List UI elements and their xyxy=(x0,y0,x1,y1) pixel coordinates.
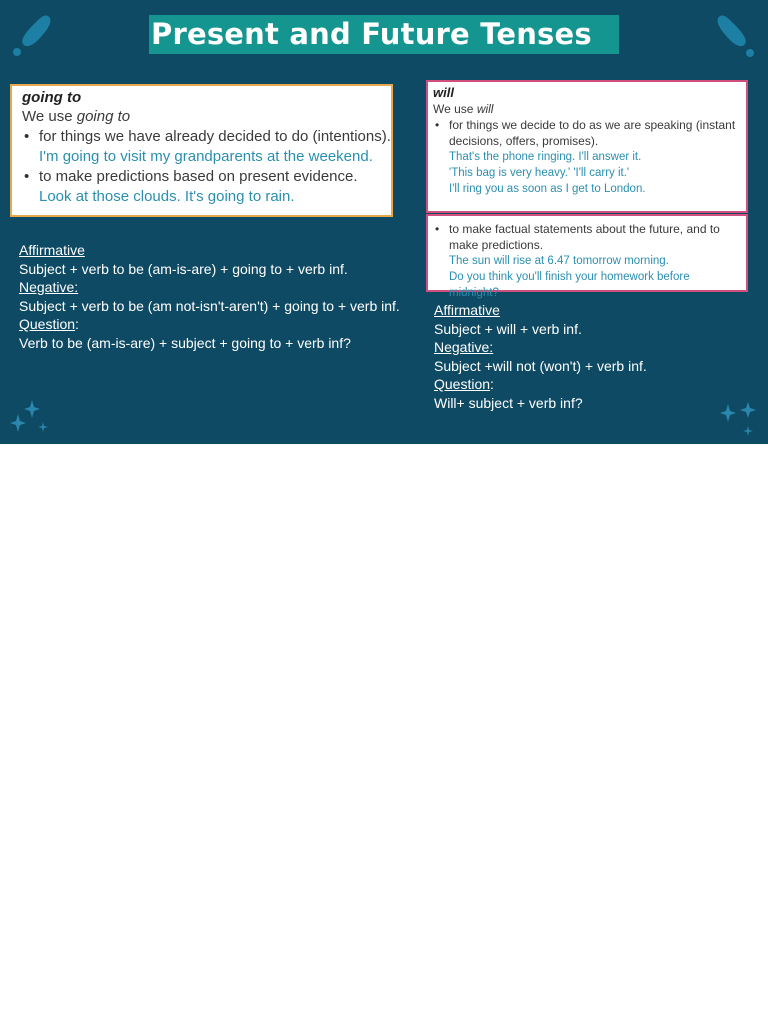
going-to-grammar xyxy=(19,241,404,352)
brush-splash-icon xyxy=(8,10,56,58)
will-question-label: Question xyxy=(434,376,491,392)
will-example-london: I'll ring you as soon as I get to London. xyxy=(449,183,646,195)
will-example-phone: That's the phone ringing. I'll answer it. xyxy=(449,151,642,163)
will-affirmative-label: Affirmative xyxy=(434,302,500,318)
will-example-sun: The sun will rise at 6.47 tomorrow morning. xyxy=(449,255,669,267)
going-to-example-predictions: Look at those clouds. It's going to rain. xyxy=(39,188,295,205)
will-affirmative-form: Subject + will + verb inf. xyxy=(434,320,582,337)
will-intro-text: We use xyxy=(433,102,477,116)
will-grammar xyxy=(434,301,754,412)
will-heading: will xyxy=(433,85,454,100)
going-to-intro xyxy=(22,107,381,127)
page-title: Present and Future Tenses xyxy=(151,17,592,51)
going-to-card xyxy=(10,84,393,217)
will-bullet-instant-decisions: • for things we decide to do as we are speaking (instant decisions, offers, promises). xyxy=(433,117,741,149)
going-to-intro-text: We use xyxy=(22,108,77,125)
slide xyxy=(0,0,768,444)
going-to-question-label-line xyxy=(19,315,404,334)
will-intro xyxy=(433,101,741,117)
going-to-negative-form: Subject + verb to be (am not-isn't-aren't) + going to + verb inf. xyxy=(19,297,400,314)
brush-splash-icon xyxy=(710,10,760,60)
will-example-bag: 'This bag is very heavy.' 'I'll carry it.' xyxy=(449,167,630,179)
going-to-question-form: Verb to be (am-is-are) + subject + going to + verb inf? xyxy=(19,334,351,351)
going-to-question-colon: : xyxy=(75,316,79,332)
will-negative-form: Subject +will not (won't) + verb inf. xyxy=(434,357,647,374)
will-example-homework: Do you think you'll finish your homework before midnight? xyxy=(449,271,690,299)
going-to-heading: going to xyxy=(22,89,82,106)
will-card xyxy=(426,80,748,213)
will-question-form: Will+ subject + verb inf? xyxy=(434,394,583,411)
going-to-affirmative-form: Subject + verb to be (am-is-are) + going to + verb inf. xyxy=(19,260,348,277)
will-intro-emphasis: will xyxy=(476,102,494,116)
going-to-example-intentions: I'm going to visit my grandparents at the weekend. xyxy=(39,148,373,165)
going-to-affirmative-label: Affirmative xyxy=(19,242,85,258)
going-to-bullet-intentions: • for things we have already decided to do (intentions). xyxy=(22,127,381,147)
sparkle-icon xyxy=(8,396,54,436)
going-to-question-label: Question xyxy=(19,316,76,332)
will-question-colon: : xyxy=(490,376,494,392)
will-bullet-predictions: • to make factual statements about the future, and to make predictions. xyxy=(433,221,741,253)
will-negative-label: Negative: xyxy=(434,339,494,355)
going-to-negative-label: Negative: xyxy=(19,279,79,295)
will-predictions-card xyxy=(426,214,748,299)
going-to-bullet-predictions: • to make predictions based on present evidence. xyxy=(22,167,381,187)
will-question-label-line xyxy=(434,375,754,394)
going-to-intro-emphasis: going to xyxy=(76,108,131,125)
